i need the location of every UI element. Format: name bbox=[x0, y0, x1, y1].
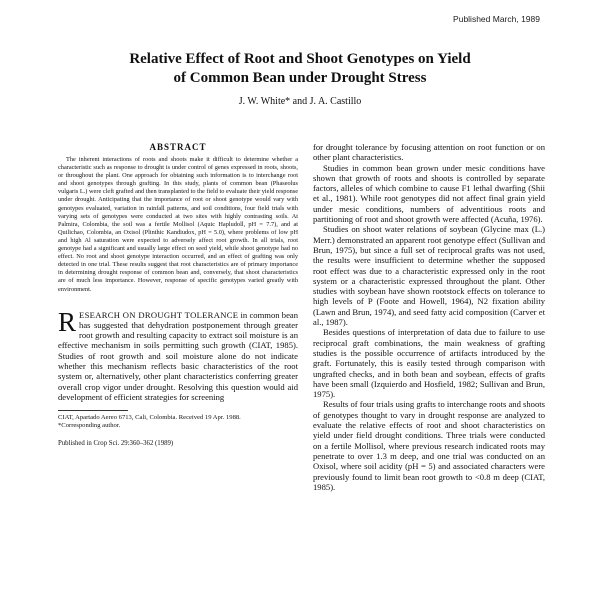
abstract-heading: ABSTRACT bbox=[149, 142, 207, 152]
drop-cap: R bbox=[58, 306, 77, 337]
body-paragraph-4: Besides questions of interpretation of data due to failure to use reciprocal graft combinations, the main weakness of grafting studies is the possible occurrence of artifacts introduced by the graft. Fortunately, this is easily tested through comparison with ungrafted checks, and in both bean and soybean, effects of grafts have been small (Izquierdo and Hosfield, 1982; Sullivan and Brun, 1975). bbox=[313, 327, 545, 400]
introduction-paragraph bbox=[58, 306, 298, 403]
intro-lead-in: ESEARCH ON DROUGHT TOLERANCE bbox=[79, 309, 239, 320]
left-column bbox=[58, 142, 298, 448]
title-line-1: Relative Effect of Root and Shoot Genotypes on Yield bbox=[129, 51, 471, 67]
body-paragraph-5: Results of four trials using grafts to interchange roots and shoots of genotypes thought to vary in drought response are analyzed to evaluate the relative effects of root and shoot characteristics on yield under field drought conditions. Three trials were conducted on a fertile Mollisol, where previous research indicated roots may penetrate to over 1.3 m deep, and one trial was conducted on an Oxisol, where soil acidity (pH = 5) and associated characters were previously found to limit bean root growth to <0.8 m deep (CIAT, 1985). bbox=[313, 399, 545, 492]
body-paragraph-2: Studies in common bean grown under mesic conditions have shown that growth of roots and shoots is controlled by separate factors, alleles of which combine to cause F1 lethal dwarfing (Shii et al., 1981). While root genotypes did not affect final grain yield under mesic conditions, numbers of adventitious roots and partitioning of root and shoot growth were affected (Acuña, 1976). bbox=[313, 162, 545, 225]
title-line-2: of Common Bean under Drought Stress bbox=[173, 70, 427, 86]
publication-date: Published March, 1989 bbox=[453, 14, 540, 24]
author-list: J. W. White* and J. A. Castillo bbox=[238, 96, 362, 107]
abstract-text: The inherent interactions of roots and shoots make it difficult to determine whether a characteristic such as response to drought is under control of genes expressed in roots, shoots, or throughout the plant. One approach for obtaining such information is to interchange root and shoot genotypes through grafting. In this study, plants of common bean (Phaseolus vulgaris L.) were cleft grafted and then transplanted to the field to evaluate their yield response under drought. Anticipating that the importance of root or shoot genotype would vary with genotypes evaluated, variation in rainfall patterns, and soil conditions, four field trials with varying sets of genotypes were conducted at two sites with highly contrasting soils. At Palmira, Colombia, the soil was a fertile Mollisol (Aquic Hapludoll, pH = 7.7), and at Quilichao, Colombia, an Oxisol (Plinthic Kandiudox, pH = 5.0), where problems of low pH and high Al saturation were expected to adversely affect root growth. In all trials, root genotype had a significant and usually large effect on seed yield, while shoot genotype had no effect. No root and shoot genotype interaction occurred, and an effect of grafting was only detected in one trial. These results suggest that root characteristics are of primary importance in determining drought response of common bean and, conversely, that shoot characteristics are of much less importance. However, response of specific genotypes varied greatly with environment. bbox=[58, 156, 298, 293]
paper-title bbox=[0, 50, 600, 88]
body-paragraph-3: Studies on shoot water relations of soybean (Glycine max (L.) Merr.) demonstrated an apparent root genotype effect (Sullivan and Brun, 1975), but since a full set of reciprocal grafts was not used, the results were insufficient to determine whether the supposed root effect was due to a characteristic expressed only in the root system or a characteristic expressed throughout the plant. Other studies with soybean have shown rootstock effects on tolerance to high levels of P (Foote and Howell, 1964), N2 fixation ability (Lawn and Brun, 1974), and seed fatty acid composition (Carver et al., 1987). bbox=[313, 224, 545, 328]
affiliation-footnote: CIAT, Apartado Aereo 6713, Cali, Colombia. Received 19 Apr. 1988. bbox=[58, 414, 241, 422]
right-column bbox=[313, 142, 545, 492]
citation-line: Published in Crop Sci. 29:360–362 (1989) bbox=[58, 440, 174, 448]
footnote-rule bbox=[58, 410, 128, 411]
intro-body: in common bean has suggested that dehydration postponement through greater root growth and resulting capacity to extract soil moisture is an effective mechanism in soils permitting such growth (CIAT, 1985). Studies of root growth and soil moisture alone do not indicate whether this mechanism reflects basic characteristics of the root system or, alternatively, other plant characteristics conferring greater overall crop vigor under drought. Resolving this question would aid development of efficient strategies for screening bbox=[58, 309, 298, 402]
corresponding-author-note: *Corresponding author. bbox=[58, 422, 121, 430]
body-paragraph-1: for drought tolerance by focusing attention on root function or on other plant characteristics. bbox=[313, 142, 545, 163]
